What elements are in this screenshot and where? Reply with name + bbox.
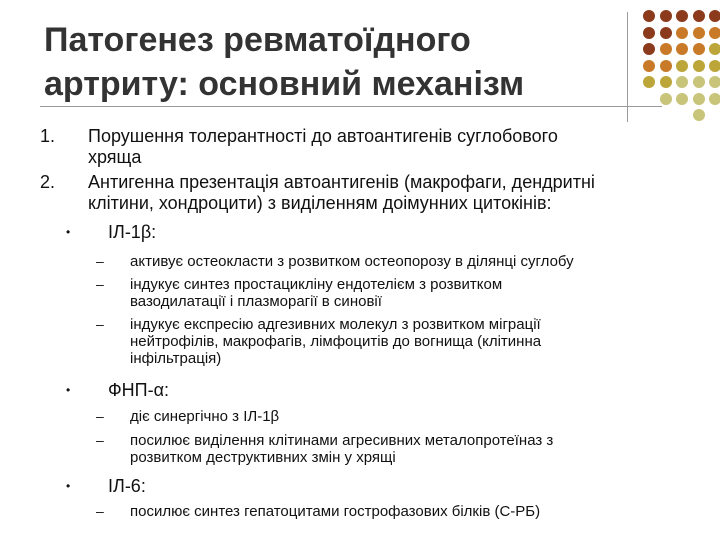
item-number: 2. (40, 172, 56, 192)
effect-text-line: розвитком деструктивних змін у хрящі (130, 449, 396, 466)
bullet: • (66, 479, 71, 493)
slide-title-line-2: артриту: основний механізм (44, 65, 525, 103)
decorative-dot (676, 76, 688, 88)
decorative-dot (709, 27, 720, 39)
effect-text-line: інфільтрація) (130, 350, 222, 367)
decorative-dot (693, 43, 705, 55)
item-text-line: Порушення толерантності до автоантигенів суглобового (88, 126, 558, 146)
decorative-dot (660, 27, 672, 39)
bullet: • (66, 383, 71, 397)
decorative-dot (693, 109, 705, 121)
decorative-dot (709, 10, 720, 22)
cytokine-label: ІЛ-6: (108, 476, 146, 496)
decorative-dot (643, 76, 655, 88)
decorative-dot (660, 10, 672, 22)
decorative-dot (693, 60, 705, 72)
bullet: • (66, 225, 71, 239)
item-text-line: клітини, хондроцити) з виділенням доімунних цитокінів: (88, 193, 552, 213)
slide-title (44, 18, 604, 106)
decorative-dot (709, 43, 720, 55)
effect-text-line: нейтрофілів, макрофагів, лімфоцитів до вогнища (клітинна (130, 333, 542, 350)
decorative-dot (643, 43, 655, 55)
effect-text-line: посилює синтез гепатоцитами гострофазових білків (С-РБ) (130, 503, 541, 520)
decorative-dot (693, 76, 705, 88)
decorative-dot (643, 60, 655, 72)
decorative-dot (693, 10, 705, 22)
effect-text-line: діє синергічно з ІЛ-1β (130, 408, 280, 425)
decorative-dot (709, 93, 720, 105)
decorative-dot (676, 43, 688, 55)
decorative-dot (643, 27, 655, 39)
item-number: 1. (40, 126, 56, 146)
dash: – (96, 503, 104, 519)
dash: – (96, 316, 104, 332)
decorative-dot (676, 10, 688, 22)
slide-title-line-1: Патогенез ревматоїдного (44, 21, 471, 59)
decorative-dot (693, 27, 705, 39)
title-underline (40, 106, 662, 107)
decorative-dot (660, 43, 672, 55)
decorative-dot (676, 60, 688, 72)
item-text-line: хряща (88, 147, 142, 167)
effect-text-line: активує остеокласти з розвитком остеопорозу в ділянці суглобу (130, 253, 574, 270)
dash: – (96, 253, 104, 269)
effect-text-line: індукує синтез простацикліну ендотелієм з розвитком (130, 276, 503, 293)
effect-text-line: посилює виділення клітинами агресивних металопротеїназ з (130, 432, 554, 449)
decorative-dot (709, 60, 720, 72)
item-text-line: Антигенна презентація автоантигенів (макрофаги, дендритні (88, 172, 595, 192)
cytokine-label: ІЛ-1β: (108, 222, 157, 242)
dash: – (96, 276, 104, 292)
decorative-dot (676, 27, 688, 39)
effect-text-line: індукує експресію адгезивних молекул з розвитком міграції (130, 316, 541, 333)
decorative-dot (660, 76, 672, 88)
decorative-dot (676, 93, 688, 105)
dash: – (96, 408, 104, 424)
effect-text-line: вазодилатації і плазморагії в синовії (130, 293, 382, 310)
cytokine-label: ФНП-α: (108, 380, 170, 400)
decorative-dot (709, 76, 720, 88)
decorative-dot (693, 93, 705, 105)
decorative-dot (660, 60, 672, 72)
decorative-dot (643, 10, 655, 22)
dash: – (96, 432, 104, 448)
decorative-dot (660, 93, 672, 105)
